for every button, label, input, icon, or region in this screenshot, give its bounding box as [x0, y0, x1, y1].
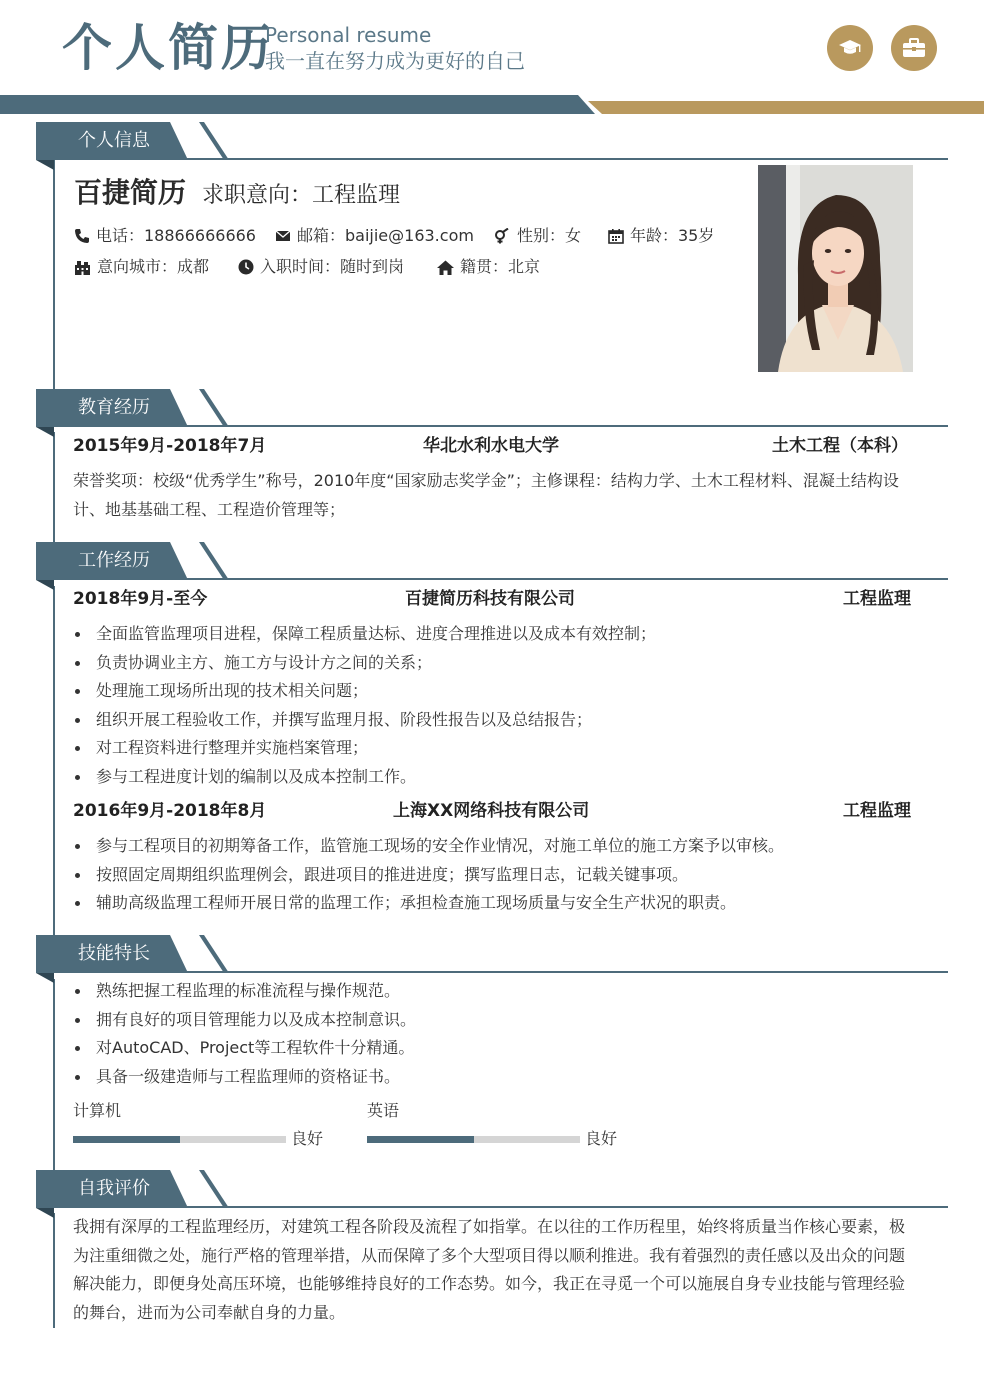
subtitle-english: Personal resume: [265, 23, 432, 47]
education-major: 土木工程（本科）: [772, 436, 908, 456]
skill-name-computer: 计算机: [73, 1101, 122, 1120]
skill-name-english: 英语: [367, 1101, 400, 1120]
skill-bar-fill: [73, 1136, 180, 1143]
section-title: 教育经历: [78, 397, 150, 418]
candidate-name: 百捷简历: [74, 176, 187, 209]
job-intent: 求职意向：工程监理: [202, 183, 401, 208]
skill-bar-english: [367, 1136, 580, 1143]
list-item: 按照固定周期组织监理例会，跟进项目的推进进度；撰写监理日志，记载关键事项。: [73, 861, 923, 890]
work-period: 2016年9月-2018年8月: [73, 801, 267, 821]
skill-bar-fill: [367, 1136, 474, 1143]
section-title: 工作经历: [78, 550, 150, 571]
list-item: 具备一级建造师与工程监理师的资格证书。: [73, 1063, 923, 1092]
skill-bar-computer: [73, 1136, 286, 1143]
work-company: 百捷简历科技有限公司: [405, 589, 575, 609]
list-item: 熟练把握工程监理的标准流程与操作规范。: [73, 977, 923, 1006]
list-item: 辅助高级监理工程师开展日常的监理工作；承担检查施工现场质量与安全生产状况的职责。: [73, 889, 923, 918]
gender-info: 性别：女: [493, 225, 581, 247]
education-description: 荣誉奖项：校级“优秀学生”称号，2010年度“国家励志奖学金”；主修课程：结构力学、土木工程材料、混凝土结构设计、地基基础工程、工程造价管理等；: [73, 471, 899, 519]
mail-icon: [275, 229, 291, 243]
clock-icon: [238, 259, 254, 275]
list-item: 参与工程项目的初期筹备工作，监管施工现场的安全作业情况，对施工单位的施工方案予以审核。: [73, 832, 923, 861]
work-duties-list: [73, 620, 923, 791]
list-item: 参与工程进度计划的编制以及成本控制工作。: [73, 763, 923, 792]
skill-level-english: 良好: [585, 1129, 618, 1148]
list-item: 对工程资料进行整理并实施档案管理；: [73, 734, 923, 763]
list-item: 对AutoCAD、Project等工程软件十分精通。: [73, 1034, 923, 1063]
list-item: 处理施工现场所出现的技术相关问题；: [73, 677, 923, 706]
self-evaluation-text: 我拥有深厚的工程监理经历，对建筑工程各阶段及流程了如指掌。在以往的工作历程里，始终将质量当作核心要素，极为注重细微之处，施行严格的管理举措，从而保障了多个大型项目得以顺利推进。我有着强烈的责任感以及出众的问题解决能力，即便身处高压环境，也能够维持良好的工作态势。如今，我正在寻觅一个可以施展自身专业技能与管理经验的舞台，进而为公司奉献自身的力量。: [73, 1217, 906, 1322]
section-header-personal: [36, 122, 948, 160]
work-duties-list: [73, 832, 923, 918]
start-date-info: 入职时间：随时到岗: [238, 256, 404, 278]
work-role: 工程监理: [843, 589, 911, 609]
section-header-education: [36, 389, 948, 427]
section-title: 自我评价: [78, 1178, 150, 1199]
graduation-cap-icon: [827, 25, 873, 71]
list-item: 组织开展工程验收工作，并撰写监理月报、阶段性报告以及总结报告；: [73, 706, 923, 735]
profile-photo: [758, 165, 913, 372]
timeline-rule: [53, 979, 55, 1173]
timeline-rule: [53, 1213, 55, 1328]
header-bar-accent: [588, 101, 984, 114]
section-title: 技能特长: [78, 943, 150, 964]
building-icon: [74, 260, 91, 275]
section-header-work: [36, 542, 948, 580]
page-title: 个人简历: [62, 19, 274, 77]
home-icon: [437, 260, 454, 275]
list-item: 全面监管监理项目进程，保障工程质量达标、进度合理推进以及成本有效控制；: [73, 620, 923, 649]
briefcase-icon: [891, 25, 937, 71]
calendar-icon: [608, 228, 624, 244]
timeline-rule: [53, 586, 55, 938]
work-role: 工程监理: [843, 801, 911, 821]
phone-info: 电话：18866666666: [74, 225, 256, 247]
timeline-rule: [53, 160, 55, 392]
subtitle-chinese: 我一直在努力成为更好的自己: [265, 49, 525, 73]
work-company: 上海XX网络科技有限公司: [393, 801, 590, 821]
phone-icon: [74, 228, 90, 244]
city-info: 意向城市：成都: [74, 256, 209, 278]
age-info: 年龄：35岁: [608, 225, 714, 247]
timeline-rule: [53, 432, 55, 544]
section-header-skills: [36, 935, 948, 973]
skills-list: [73, 977, 923, 1091]
header-bar-primary: [0, 95, 595, 114]
gender-icon: [493, 228, 511, 244]
education-period: 2015年9月-2018年7月: [73, 436, 267, 456]
list-item: 负责协调业主方、施工方与设计方之间的关系；: [73, 649, 923, 678]
section-title: 个人信息: [78, 130, 150, 151]
email-info: 邮箱：baijie@163.com: [275, 225, 474, 247]
work-period: 2018年9月-至今: [73, 589, 208, 609]
section-header-self-eval: [36, 1170, 948, 1208]
list-item: 拥有良好的项目管理能力以及成本控制意识。: [73, 1006, 923, 1035]
education-school: 华北水利水电大学: [423, 436, 559, 456]
origin-info: 籍贯：北京: [437, 256, 540, 278]
skill-level-computer: 良好: [291, 1129, 324, 1148]
